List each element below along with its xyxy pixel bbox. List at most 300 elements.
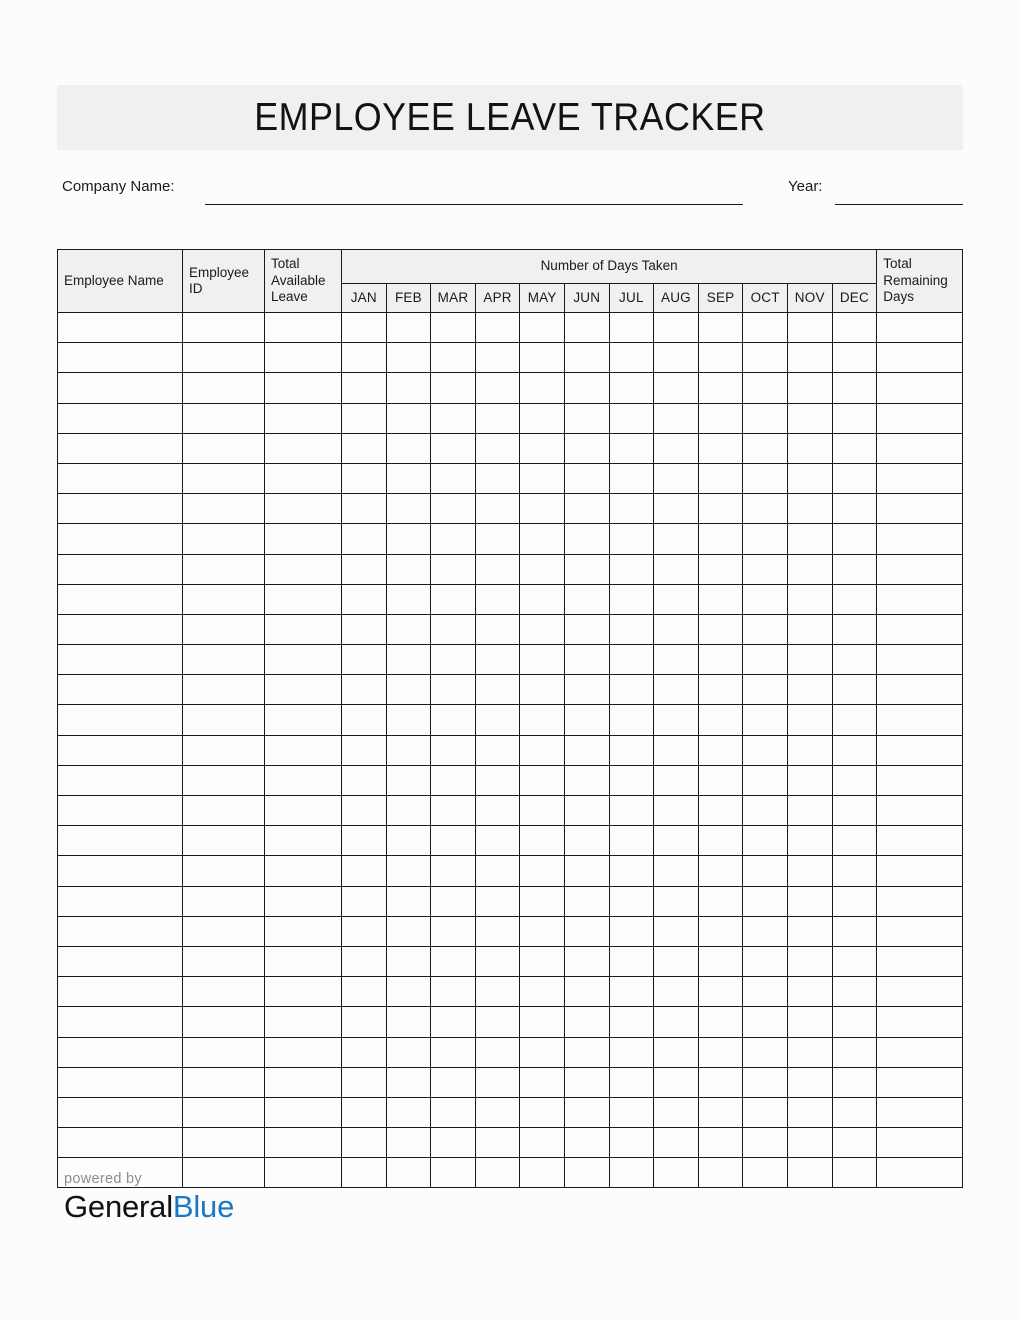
year-input[interactable] [835, 204, 963, 205]
cell-total-remaining-days[interactable] [877, 1067, 963, 1097]
cell-month-jun[interactable] [564, 403, 609, 433]
cell-month-may[interactable] [520, 494, 565, 524]
cell-month-dec[interactable] [832, 735, 877, 765]
cell-month-apr[interactable] [475, 524, 520, 554]
cell-employee-id[interactable] [183, 946, 265, 976]
cell-employee-name[interactable] [58, 946, 183, 976]
cell-month-jul[interactable] [609, 373, 654, 403]
cell-total-remaining-days[interactable] [877, 494, 963, 524]
cell-total-available-leave[interactable] [265, 675, 342, 705]
cell-month-oct[interactable] [743, 886, 788, 916]
cell-total-remaining-days[interactable] [877, 705, 963, 735]
cell-month-jun[interactable] [564, 584, 609, 614]
cell-month-dec[interactable] [832, 554, 877, 584]
cell-month-may[interactable] [520, 977, 565, 1007]
cell-month-feb[interactable] [386, 735, 431, 765]
cell-month-sep[interactable] [698, 796, 743, 826]
cell-total-available-leave[interactable] [265, 735, 342, 765]
cell-total-remaining-days[interactable] [877, 584, 963, 614]
cell-employee-name[interactable] [58, 614, 183, 644]
cell-month-feb[interactable] [386, 343, 431, 373]
cell-total-remaining-days[interactable] [877, 735, 963, 765]
cell-month-dec[interactable] [832, 524, 877, 554]
cell-total-remaining-days[interactable] [877, 1128, 963, 1158]
cell-month-nov[interactable] [787, 403, 832, 433]
cell-employee-id[interactable] [183, 886, 265, 916]
cell-total-available-leave[interactable] [265, 584, 342, 614]
cell-month-sep[interactable] [698, 494, 743, 524]
cell-month-jul[interactable] [609, 494, 654, 524]
cell-month-sep[interactable] [698, 403, 743, 433]
cell-month-jun[interactable] [564, 313, 609, 343]
cell-employee-id[interactable] [183, 1128, 265, 1158]
cell-employee-name[interactable] [58, 373, 183, 403]
cell-month-feb[interactable] [386, 373, 431, 403]
cell-month-dec[interactable] [832, 433, 877, 463]
cell-month-sep[interactable] [698, 916, 743, 946]
cell-month-nov[interactable] [787, 1128, 832, 1158]
cell-month-feb[interactable] [386, 1067, 431, 1097]
cell-total-remaining-days[interactable] [877, 524, 963, 554]
cell-month-jan[interactable] [342, 675, 387, 705]
cell-month-apr[interactable] [475, 494, 520, 524]
cell-month-sep[interactable] [698, 1067, 743, 1097]
cell-month-sep[interactable] [698, 373, 743, 403]
cell-month-mar[interactable] [431, 796, 476, 826]
cell-month-jan[interactable] [342, 765, 387, 795]
cell-month-aug[interactable] [654, 765, 699, 795]
cell-month-oct[interactable] [743, 796, 788, 826]
cell-month-aug[interactable] [654, 826, 699, 856]
cell-month-may[interactable] [520, 705, 565, 735]
cell-employee-name[interactable] [58, 494, 183, 524]
cell-month-oct[interactable] [743, 494, 788, 524]
cell-month-mar[interactable] [431, 1037, 476, 1067]
cell-month-jan[interactable] [342, 463, 387, 493]
cell-employee-id[interactable] [183, 796, 265, 826]
cell-month-jan[interactable] [342, 735, 387, 765]
cell-month-may[interactable] [520, 554, 565, 584]
cell-month-apr[interactable] [475, 1128, 520, 1158]
cell-month-oct[interactable] [743, 946, 788, 976]
cell-month-dec[interactable] [832, 886, 877, 916]
cell-month-feb[interactable] [386, 946, 431, 976]
cell-month-mar[interactable] [431, 373, 476, 403]
cell-month-jun[interactable] [564, 554, 609, 584]
cell-month-sep[interactable] [698, 1097, 743, 1127]
cell-employee-id[interactable] [183, 313, 265, 343]
cell-total-remaining-days[interactable] [877, 1037, 963, 1067]
cell-month-jul[interactable] [609, 1007, 654, 1037]
cell-month-mar[interactable] [431, 645, 476, 675]
cell-month-sep[interactable] [698, 645, 743, 675]
cell-month-aug[interactable] [654, 1067, 699, 1097]
cell-month-dec[interactable] [832, 977, 877, 1007]
cell-month-mar[interactable] [431, 886, 476, 916]
cell-month-jan[interactable] [342, 1007, 387, 1037]
cell-month-dec[interactable] [832, 313, 877, 343]
cell-employee-id[interactable] [183, 614, 265, 644]
cell-month-may[interactable] [520, 403, 565, 433]
cell-total-remaining-days[interactable] [877, 1007, 963, 1037]
cell-month-jun[interactable] [564, 916, 609, 946]
cell-month-sep[interactable] [698, 1037, 743, 1067]
cell-total-available-leave[interactable] [265, 614, 342, 644]
cell-total-available-leave[interactable] [265, 1007, 342, 1037]
cell-month-jun[interactable] [564, 494, 609, 524]
cell-total-remaining-days[interactable] [877, 313, 963, 343]
cell-month-oct[interactable] [743, 826, 788, 856]
cell-month-mar[interactable] [431, 1128, 476, 1158]
cell-month-nov[interactable] [787, 675, 832, 705]
cell-month-may[interactable] [520, 1067, 565, 1097]
cell-month-dec[interactable] [832, 614, 877, 644]
cell-month-dec[interactable] [832, 1158, 877, 1188]
cell-month-feb[interactable] [386, 1007, 431, 1037]
cell-month-jun[interactable] [564, 856, 609, 886]
cell-month-aug[interactable] [654, 584, 699, 614]
cell-total-available-leave[interactable] [265, 645, 342, 675]
cell-month-dec[interactable] [832, 1097, 877, 1127]
cell-employee-id[interactable] [183, 433, 265, 463]
cell-month-dec[interactable] [832, 343, 877, 373]
cell-month-mar[interactable] [431, 916, 476, 946]
cell-month-may[interactable] [520, 463, 565, 493]
cell-month-dec[interactable] [832, 1067, 877, 1097]
cell-employee-name[interactable] [58, 554, 183, 584]
cell-month-jul[interactable] [609, 433, 654, 463]
cell-month-jan[interactable] [342, 373, 387, 403]
cell-month-feb[interactable] [386, 433, 431, 463]
cell-month-jun[interactable] [564, 1097, 609, 1127]
cell-month-aug[interactable] [654, 554, 699, 584]
cell-month-jul[interactable] [609, 977, 654, 1007]
cell-month-may[interactable] [520, 373, 565, 403]
cell-month-feb[interactable] [386, 645, 431, 675]
cell-month-oct[interactable] [743, 705, 788, 735]
cell-month-jul[interactable] [609, 645, 654, 675]
cell-month-jan[interactable] [342, 1067, 387, 1097]
cell-month-oct[interactable] [743, 313, 788, 343]
cell-month-aug[interactable] [654, 433, 699, 463]
cell-month-sep[interactable] [698, 524, 743, 554]
cell-month-jan[interactable] [342, 1128, 387, 1158]
cell-employee-id[interactable] [183, 494, 265, 524]
cell-employee-name[interactable] [58, 1128, 183, 1158]
cell-employee-name[interactable] [58, 705, 183, 735]
cell-month-oct[interactable] [743, 343, 788, 373]
cell-month-jan[interactable] [342, 494, 387, 524]
cell-month-aug[interactable] [654, 403, 699, 433]
cell-month-aug[interactable] [654, 494, 699, 524]
cell-month-apr[interactable] [475, 403, 520, 433]
cell-month-sep[interactable] [698, 584, 743, 614]
cell-month-feb[interactable] [386, 765, 431, 795]
cell-month-nov[interactable] [787, 886, 832, 916]
cell-month-aug[interactable] [654, 1007, 699, 1037]
cell-month-oct[interactable] [743, 373, 788, 403]
cell-month-jun[interactable] [564, 886, 609, 916]
cell-month-apr[interactable] [475, 735, 520, 765]
cell-employee-name[interactable] [58, 1067, 183, 1097]
cell-month-jan[interactable] [342, 977, 387, 1007]
cell-month-mar[interactable] [431, 554, 476, 584]
cell-month-sep[interactable] [698, 675, 743, 705]
cell-total-remaining-days[interactable] [877, 675, 963, 705]
cell-month-nov[interactable] [787, 614, 832, 644]
cell-month-feb[interactable] [386, 1128, 431, 1158]
cell-employee-name[interactable] [58, 1007, 183, 1037]
cell-month-nov[interactable] [787, 584, 832, 614]
cell-month-oct[interactable] [743, 463, 788, 493]
cell-employee-name[interactable] [58, 584, 183, 614]
cell-month-oct[interactable] [743, 735, 788, 765]
cell-month-sep[interactable] [698, 946, 743, 976]
cell-month-mar[interactable] [431, 313, 476, 343]
cell-month-dec[interactable] [832, 403, 877, 433]
cell-total-remaining-days[interactable] [877, 373, 963, 403]
cell-month-may[interactable] [520, 916, 565, 946]
cell-total-remaining-days[interactable] [877, 796, 963, 826]
cell-month-mar[interactable] [431, 463, 476, 493]
cell-employee-id[interactable] [183, 675, 265, 705]
cell-month-jul[interactable] [609, 856, 654, 886]
cell-month-jan[interactable] [342, 796, 387, 826]
cell-month-sep[interactable] [698, 1158, 743, 1188]
cell-total-remaining-days[interactable] [877, 645, 963, 675]
cell-month-nov[interactable] [787, 313, 832, 343]
cell-month-jul[interactable] [609, 916, 654, 946]
cell-month-mar[interactable] [431, 614, 476, 644]
cell-month-jul[interactable] [609, 1128, 654, 1158]
cell-total-available-leave[interactable] [265, 463, 342, 493]
cell-month-oct[interactable] [743, 645, 788, 675]
cell-month-apr[interactable] [475, 554, 520, 584]
cell-month-apr[interactable] [475, 1067, 520, 1097]
cell-month-jan[interactable] [342, 343, 387, 373]
cell-month-apr[interactable] [475, 373, 520, 403]
cell-month-jun[interactable] [564, 675, 609, 705]
cell-month-dec[interactable] [832, 494, 877, 524]
cell-month-feb[interactable] [386, 675, 431, 705]
cell-month-sep[interactable] [698, 1007, 743, 1037]
cell-month-may[interactable] [520, 735, 565, 765]
cell-month-nov[interactable] [787, 645, 832, 675]
cell-month-mar[interactable] [431, 675, 476, 705]
cell-month-apr[interactable] [475, 645, 520, 675]
cell-employee-id[interactable] [183, 1067, 265, 1097]
cell-month-jun[interactable] [564, 373, 609, 403]
cell-employee-id[interactable] [183, 524, 265, 554]
cell-employee-id[interactable] [183, 554, 265, 584]
cell-employee-id[interactable] [183, 373, 265, 403]
cell-month-jul[interactable] [609, 675, 654, 705]
cell-month-sep[interactable] [698, 463, 743, 493]
cell-month-apr[interactable] [475, 463, 520, 493]
cell-employee-id[interactable] [183, 403, 265, 433]
cell-month-jul[interactable] [609, 584, 654, 614]
cell-total-remaining-days[interactable] [877, 886, 963, 916]
cell-month-mar[interactable] [431, 494, 476, 524]
cell-total-remaining-days[interactable] [877, 977, 963, 1007]
cell-month-jan[interactable] [342, 1037, 387, 1067]
cell-month-oct[interactable] [743, 977, 788, 1007]
cell-employee-name[interactable] [58, 463, 183, 493]
cell-month-apr[interactable] [475, 343, 520, 373]
cell-month-nov[interactable] [787, 765, 832, 795]
cell-month-dec[interactable] [832, 584, 877, 614]
cell-month-may[interactable] [520, 1097, 565, 1127]
cell-month-feb[interactable] [386, 614, 431, 644]
cell-month-jan[interactable] [342, 313, 387, 343]
cell-month-jun[interactable] [564, 645, 609, 675]
cell-total-available-leave[interactable] [265, 826, 342, 856]
cell-total-available-leave[interactable] [265, 916, 342, 946]
cell-month-sep[interactable] [698, 886, 743, 916]
cell-month-oct[interactable] [743, 614, 788, 644]
cell-month-dec[interactable] [832, 946, 877, 976]
cell-month-jan[interactable] [342, 856, 387, 886]
cell-month-may[interactable] [520, 313, 565, 343]
cell-month-nov[interactable] [787, 946, 832, 976]
cell-total-available-leave[interactable] [265, 886, 342, 916]
cell-month-feb[interactable] [386, 463, 431, 493]
cell-month-feb[interactable] [386, 313, 431, 343]
cell-month-oct[interactable] [743, 765, 788, 795]
cell-employee-name[interactable] [58, 343, 183, 373]
cell-month-aug[interactable] [654, 675, 699, 705]
cell-month-jan[interactable] [342, 433, 387, 463]
cell-employee-id[interactable] [183, 765, 265, 795]
cell-month-jan[interactable] [342, 403, 387, 433]
cell-month-oct[interactable] [743, 856, 788, 886]
cell-employee-id[interactable] [183, 463, 265, 493]
cell-month-sep[interactable] [698, 343, 743, 373]
cell-month-jul[interactable] [609, 705, 654, 735]
cell-month-feb[interactable] [386, 1097, 431, 1127]
cell-month-feb[interactable] [386, 856, 431, 886]
cell-month-mar[interactable] [431, 1097, 476, 1127]
cell-month-jun[interactable] [564, 463, 609, 493]
cell-month-may[interactable] [520, 946, 565, 976]
cell-month-nov[interactable] [787, 1097, 832, 1127]
cell-month-jan[interactable] [342, 614, 387, 644]
cell-month-jun[interactable] [564, 524, 609, 554]
cell-total-remaining-days[interactable] [877, 826, 963, 856]
cell-month-feb[interactable] [386, 494, 431, 524]
cell-month-apr[interactable] [475, 675, 520, 705]
cell-month-dec[interactable] [832, 463, 877, 493]
cell-total-remaining-days[interactable] [877, 946, 963, 976]
cell-total-remaining-days[interactable] [877, 463, 963, 493]
cell-month-jan[interactable] [342, 826, 387, 856]
cell-month-aug[interactable] [654, 463, 699, 493]
cell-month-aug[interactable] [654, 977, 699, 1007]
cell-total-available-leave[interactable] [265, 554, 342, 584]
cell-month-jun[interactable] [564, 946, 609, 976]
cell-month-sep[interactable] [698, 554, 743, 584]
cell-month-aug[interactable] [654, 886, 699, 916]
cell-employee-id[interactable] [183, 584, 265, 614]
cell-month-aug[interactable] [654, 614, 699, 644]
cell-total-remaining-days[interactable] [877, 916, 963, 946]
cell-month-jul[interactable] [609, 886, 654, 916]
cell-month-dec[interactable] [832, 765, 877, 795]
cell-month-jun[interactable] [564, 1128, 609, 1158]
cell-month-aug[interactable] [654, 313, 699, 343]
cell-employee-name[interactable] [58, 796, 183, 826]
cell-month-nov[interactable] [787, 1158, 832, 1188]
cell-month-aug[interactable] [654, 524, 699, 554]
cell-total-available-leave[interactable] [265, 403, 342, 433]
cell-month-may[interactable] [520, 796, 565, 826]
cell-month-jan[interactable] [342, 524, 387, 554]
cell-month-dec[interactable] [832, 1128, 877, 1158]
cell-month-mar[interactable] [431, 1158, 476, 1188]
cell-month-feb[interactable] [386, 916, 431, 946]
cell-month-may[interactable] [520, 886, 565, 916]
cell-employee-name[interactable] [58, 826, 183, 856]
cell-month-nov[interactable] [787, 373, 832, 403]
company-name-input[interactable] [205, 204, 743, 205]
cell-employee-id[interactable] [183, 1007, 265, 1037]
cell-month-may[interactable] [520, 343, 565, 373]
cell-month-apr[interactable] [475, 765, 520, 795]
cell-month-may[interactable] [520, 675, 565, 705]
cell-month-aug[interactable] [654, 916, 699, 946]
cell-month-oct[interactable] [743, 1097, 788, 1127]
cell-total-remaining-days[interactable] [877, 1097, 963, 1127]
cell-total-remaining-days[interactable] [877, 614, 963, 644]
cell-month-nov[interactable] [787, 494, 832, 524]
cell-employee-id[interactable] [183, 645, 265, 675]
cell-month-jan[interactable] [342, 705, 387, 735]
cell-month-feb[interactable] [386, 705, 431, 735]
cell-month-feb[interactable] [386, 1037, 431, 1067]
cell-month-feb[interactable] [386, 977, 431, 1007]
cell-total-available-leave[interactable] [265, 1037, 342, 1067]
cell-month-may[interactable] [520, 765, 565, 795]
cell-total-remaining-days[interactable] [877, 343, 963, 373]
cell-month-mar[interactable] [431, 433, 476, 463]
cell-month-jul[interactable] [609, 343, 654, 373]
cell-month-oct[interactable] [743, 675, 788, 705]
cell-total-available-leave[interactable] [265, 373, 342, 403]
cell-total-available-leave[interactable] [265, 433, 342, 463]
cell-month-mar[interactable] [431, 705, 476, 735]
cell-employee-name[interactable] [58, 977, 183, 1007]
cell-month-nov[interactable] [787, 826, 832, 856]
cell-month-jul[interactable] [609, 554, 654, 584]
cell-month-nov[interactable] [787, 343, 832, 373]
cell-employee-name[interactable] [58, 916, 183, 946]
cell-month-jul[interactable] [609, 403, 654, 433]
cell-month-dec[interactable] [832, 675, 877, 705]
cell-month-aug[interactable] [654, 856, 699, 886]
cell-total-available-leave[interactable] [265, 765, 342, 795]
cell-month-mar[interactable] [431, 343, 476, 373]
cell-employee-name[interactable] [58, 856, 183, 886]
cell-month-nov[interactable] [787, 856, 832, 886]
cell-month-sep[interactable] [698, 826, 743, 856]
cell-month-aug[interactable] [654, 1037, 699, 1067]
cell-employee-name[interactable] [58, 1097, 183, 1127]
cell-month-nov[interactable] [787, 433, 832, 463]
cell-month-may[interactable] [520, 614, 565, 644]
cell-month-feb[interactable] [386, 886, 431, 916]
cell-month-mar[interactable] [431, 735, 476, 765]
cell-total-available-leave[interactable] [265, 524, 342, 554]
